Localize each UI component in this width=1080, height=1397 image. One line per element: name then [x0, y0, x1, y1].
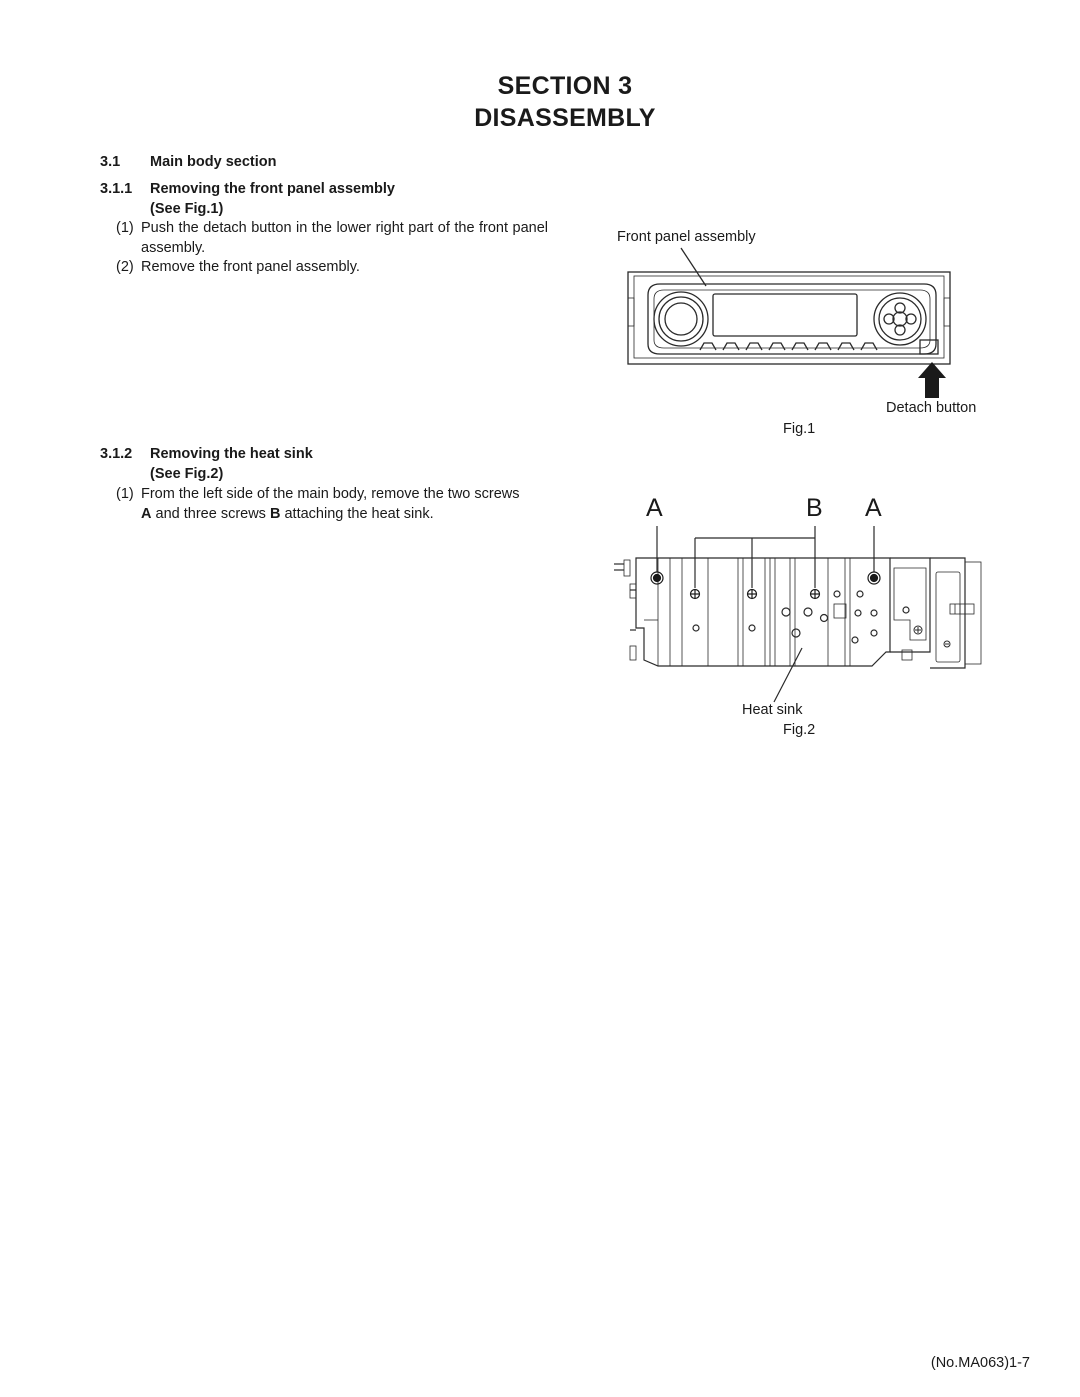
heading-3-1-2-see: (See Fig.2) — [150, 466, 224, 482]
screw-a-right-icon — [868, 572, 880, 584]
fig1-caption: Fig.1 — [783, 421, 816, 437]
heading-3-1-1-see: (See Fig.1) — [150, 201, 224, 217]
fig2-caption: Fig.2 — [783, 722, 816, 738]
step-text-mid: and three screws — [151, 505, 270, 522]
screw-b-ref: B — [269, 505, 281, 522]
screw-b-1-icon — [691, 590, 700, 599]
fig2-heat-sink-drawing — [610, 520, 990, 705]
screw-b-2-icon — [748, 590, 757, 599]
heading-3-1-1-number: 3.1.1 — [100, 181, 133, 197]
step-text-line1: From the left side of the main body, remove the two screws — [141, 486, 520, 502]
step-number: (2) — [116, 259, 134, 275]
screw-b-3-icon — [811, 590, 820, 599]
detach-arrow-icon — [918, 362, 946, 398]
step-3-1-2-1 — [116, 485, 556, 525]
screw-a-ref: A — [141, 505, 152, 522]
heading-3-1 — [100, 154, 277, 170]
page-footer: (No.MA063)1-7 — [930, 1355, 1030, 1371]
fig2-letter-b: B — [806, 494, 823, 522]
step-text: Push the detach button in the lower right part of the front panel assembly. — [141, 220, 548, 256]
fig2-letter-a-right: A — [865, 494, 882, 522]
section-title: DISASSEMBLY — [474, 104, 656, 132]
heading-3-1-1 — [100, 181, 395, 197]
heading-3-1-title: Main body section — [150, 154, 277, 170]
fig2-letter-a-left: A — [646, 494, 663, 522]
heading-3-1-2 — [100, 446, 313, 462]
screw-a-left-icon — [651, 572, 663, 584]
fig2-label-heat-sink: Heat sink — [742, 702, 803, 718]
step-3-1-1-2 — [116, 258, 556, 278]
heading-3-1-2-number: 3.1.2 — [100, 446, 133, 462]
heading-3-1-number: 3.1 — [100, 154, 121, 170]
step-number: (1) — [116, 220, 134, 236]
fig1-front-panel-drawing — [600, 240, 1000, 405]
step-3-1-1-1 — [116, 219, 556, 259]
heading-3-1-1-title: Removing the front panel assembly — [150, 181, 395, 197]
fig1-label-front-panel: Front panel assembly — [617, 229, 756, 245]
fig1-label-detach-button: Detach button — [886, 400, 977, 416]
step-text-end: attaching the heat sink. — [280, 505, 434, 522]
step-text-line2 — [141, 505, 434, 525]
section-number: SECTION 3 — [497, 72, 633, 100]
step-text: Remove the front panel assembly. — [141, 259, 360, 275]
heading-3-1-2-title: Removing the heat sink — [150, 446, 313, 462]
step-number: (1) — [116, 486, 134, 502]
